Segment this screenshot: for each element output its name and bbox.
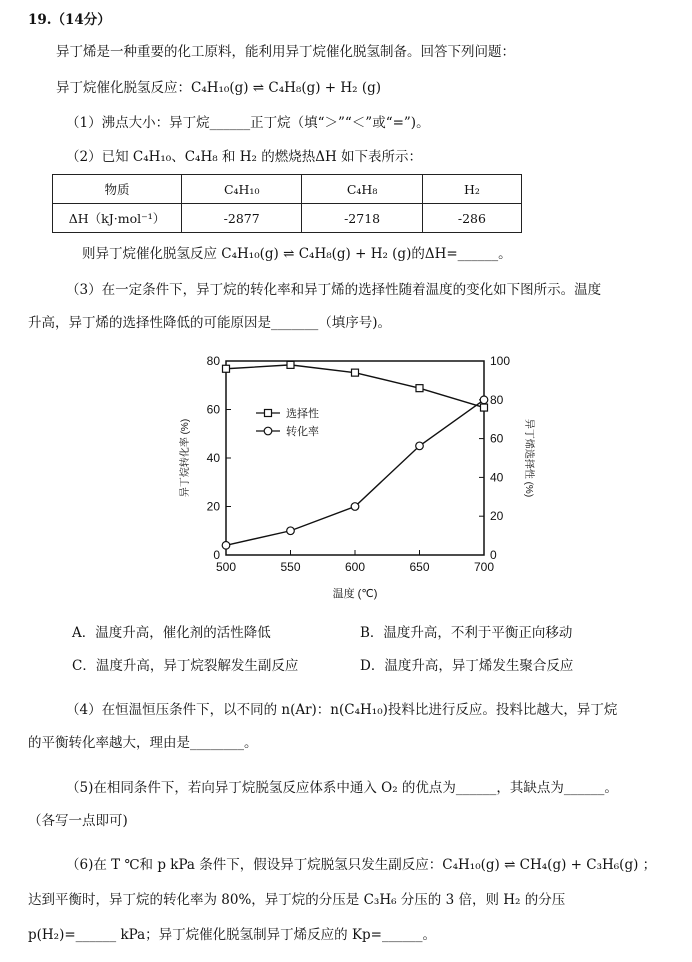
part-6-line-1: （6)在 T ℃和 p kPa 条件下，假设异丁烷脱氢只发生副反应：C₄H₁₀(g) ⇌ CH₄(g) + C₃H₆(g) ；: [66, 857, 657, 873]
reaction-equation: 异丁烷催化脱氢反应：C₄H₁₀(g) ⇌ C₄H₈(g) + H₂ (g): [56, 80, 382, 96]
y-left-tick-label: 20: [206, 499, 220, 514]
part-2-question: 则异丁烷催化脱氢反应 C₄H₁₀(g) ⇌ C₄H₈(g) + H₂ (g)的ΔH=______。: [82, 246, 512, 262]
data-point-square: [416, 385, 423, 392]
y-right-tick-label: 80: [490, 392, 504, 407]
option-b: B．温度升高，不利于平衡正向移动: [360, 625, 573, 641]
data-point-square: [352, 369, 359, 376]
y-left-tick-label: 40: [206, 451, 220, 465]
data-point-circle: [480, 396, 488, 404]
part-2: （2）已知 C₄H₁₀、C₄H₈ 和 H₂ 的燃烧热ΔH 如下表所示：: [66, 149, 423, 165]
part-6-line-3: p(H₂)=______ kPa；异丁烷催化脱氢制异丁烯反应的 Kp=______。: [28, 927, 436, 943]
x-tick-label: 600: [344, 560, 366, 574]
data-point-circle: [416, 442, 424, 450]
y-right-tick-label: 60: [490, 431, 504, 446]
option-a: A．温度升高，催化剂的活性降低: [72, 625, 271, 641]
part-6-line-2: 达到平衡时，异丁烷的转化率为 80%，异丁烷的分压是 C₃H₆ 分压的 3 倍，则 H₂ 的分压: [28, 892, 566, 908]
part-3-line-2: 升高，异丁烯的选择性降低的可能原因是_______（填序号)。: [28, 315, 392, 331]
heat-of-combustion-table: [52, 174, 522, 233]
table-header-cell: H₂: [422, 175, 521, 204]
part-4-line-1: （4）在恒温恒压条件下，以不同的 n(Ar)：n(C₄H₁₀)投料比进行反应。投料比越大，异丁烷: [66, 702, 618, 718]
data-point-square: [481, 404, 488, 411]
x-tick-label: 650: [409, 560, 430, 574]
legend-label: 转化率: [286, 426, 319, 438]
y-right-axis-label: 异丁烯选择性 (%): [523, 418, 534, 498]
intro-text: 异丁烯是一种重要的化工原料，能利用异丁烷催化脱氢制备。回答下列问题：: [56, 44, 515, 60]
table-header-cell: 物质: [53, 175, 182, 204]
conversion-selectivity-chart: [160, 345, 580, 605]
plot-frame: [226, 361, 484, 555]
table-cell: -286: [422, 204, 521, 233]
y-left-tick-label: 80: [206, 354, 220, 368]
option-c: C．温度升高，异丁烷裂解发生副反应: [72, 658, 299, 674]
y-left-tick-label: 60: [206, 402, 220, 417]
part-3-line-1: （3）在一定条件下，异丁烷的转化率和异丁烯的选择性随着温度的变化如下图所示。温度: [66, 282, 602, 298]
question-number: 19.（14分）: [28, 12, 111, 28]
y-right-tick-label: 0: [490, 548, 497, 562]
data-point-circle: [287, 527, 295, 535]
x-tick-label: 700: [473, 560, 495, 574]
part-4-line-2: 的平衡转化率越大，理由是________。: [28, 735, 258, 751]
table-cell: -2877: [182, 204, 302, 233]
table-cell: -2718: [302, 204, 422, 233]
part-5-line-2: （各写一点即可): [28, 813, 128, 829]
y-right-tick-label: 40: [490, 470, 504, 485]
y-left-axis-label: 异丁烷转化率 (%): [180, 418, 191, 498]
legend-marker-square: [265, 410, 272, 417]
data-point-square: [223, 365, 230, 372]
data-point-circle: [222, 542, 230, 550]
option-d: D．温度升高，异丁烯发生聚合反应: [360, 658, 574, 674]
y-right-tick-label: 20: [490, 509, 504, 524]
x-axis-label: 温度 (℃): [332, 588, 378, 600]
part-1: （1）沸点大小：异丁烷______正丁烷（填“＞”“＜”或“=”)。: [66, 115, 430, 131]
table-row-label: ΔH（kJ·mol⁻¹）: [53, 204, 182, 233]
table-row: [53, 204, 522, 233]
legend-label: 选择性: [286, 408, 319, 420]
table-header-row: [53, 175, 522, 204]
table-header-cell: C₄H₈: [302, 175, 422, 204]
x-tick-label: 500: [215, 560, 237, 574]
part-5-line-1: （5)在相同条件下，若向异丁烷脱氢反应体系中通入 O₂ 的优点为______，其缺点为______。: [66, 780, 618, 796]
legend-marker-circle: [264, 427, 272, 435]
data-point-square: [287, 361, 294, 368]
y-right-tick-label: 100: [490, 354, 511, 368]
y-left-tick-label: 0: [213, 548, 220, 562]
data-point-circle: [351, 503, 359, 511]
series-line-2: [226, 400, 484, 546]
x-tick-label: 550: [280, 560, 301, 574]
table-header-cell: C₄H₁₀: [182, 175, 302, 204]
